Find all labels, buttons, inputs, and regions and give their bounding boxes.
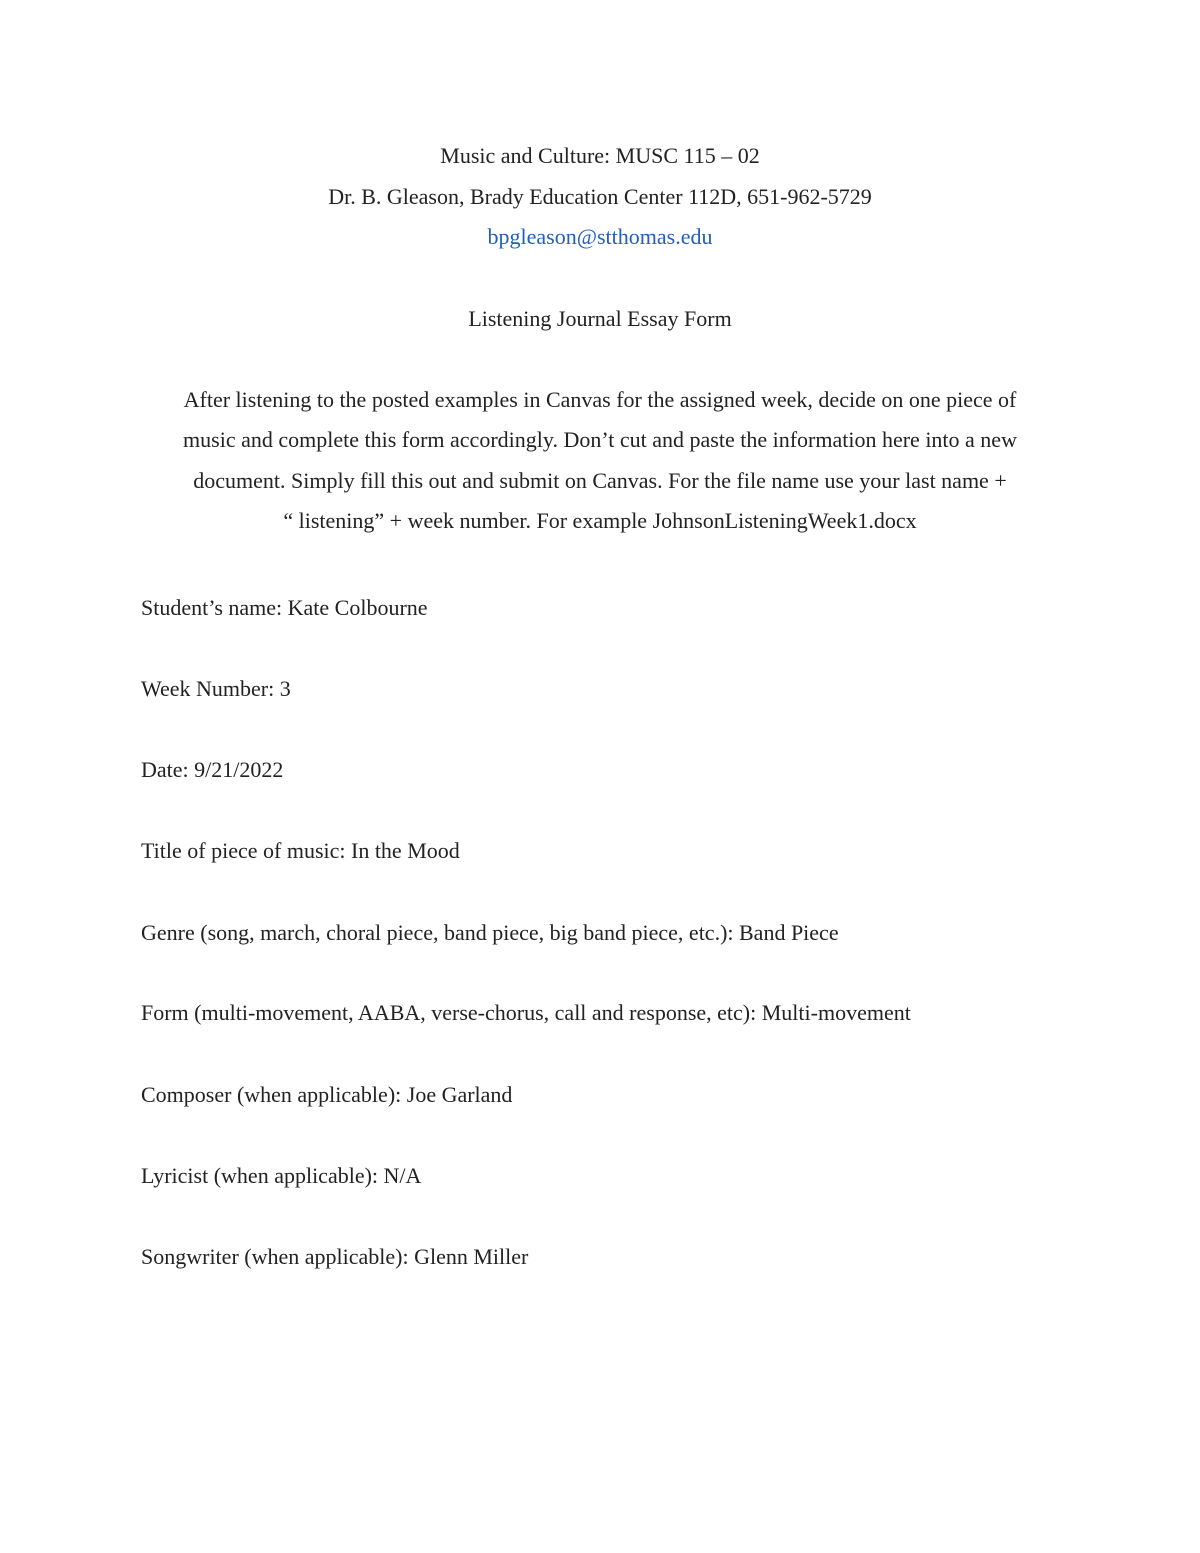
instructor-info: Dr. B. Gleason, Brady Education Center 112D, 651-962-5729 <box>328 184 872 209</box>
form-title: Listening Journal Essay Form <box>468 306 732 331</box>
composer-field: Composer (when applicable): Joe Garland <box>141 1082 513 1107</box>
course-heading: Music and Culture: MUSC 115 – 02 <box>440 143 760 168</box>
lyricist-field: Lyricist (when applicable): N/A <box>141 1163 422 1188</box>
instructions-line-3: document. Simply fill this out and submit on Canvas. For the file name use your last name + <box>193 468 1007 493</box>
instructor-email-link[interactable]: bpgleason@stthomas.edu <box>487 224 713 249</box>
week-number-field: Week Number: 3 <box>141 676 291 701</box>
instructions-line-2: music and complete this form accordingly. Don’t cut and paste the information here into a new <box>183 427 1017 452</box>
student-name-field: Student’s name: Kate Colbourne <box>141 595 428 620</box>
date-field: Date: 9/21/2022 <box>141 757 284 782</box>
piece-title-field: Title of piece of music: In the Mood <box>141 838 460 863</box>
instructions-line-4: “ listening” + week number. For example JohnsonListeningWeek1.docx <box>283 508 917 533</box>
songwriter-field: Songwriter (when applicable): Glenn Miller <box>141 1244 529 1269</box>
genre-field: Genre (song, march, choral piece, band piece, big band piece, etc.): Band Piece <box>141 920 839 945</box>
instructions-line-1: After listening to the posted examples in Canvas for the assigned week, decide on one piece of <box>183 387 1017 412</box>
form-field: Form (multi-movement, AABA, verse-chorus, call and response, etc): Multi-movement <box>141 1000 911 1025</box>
